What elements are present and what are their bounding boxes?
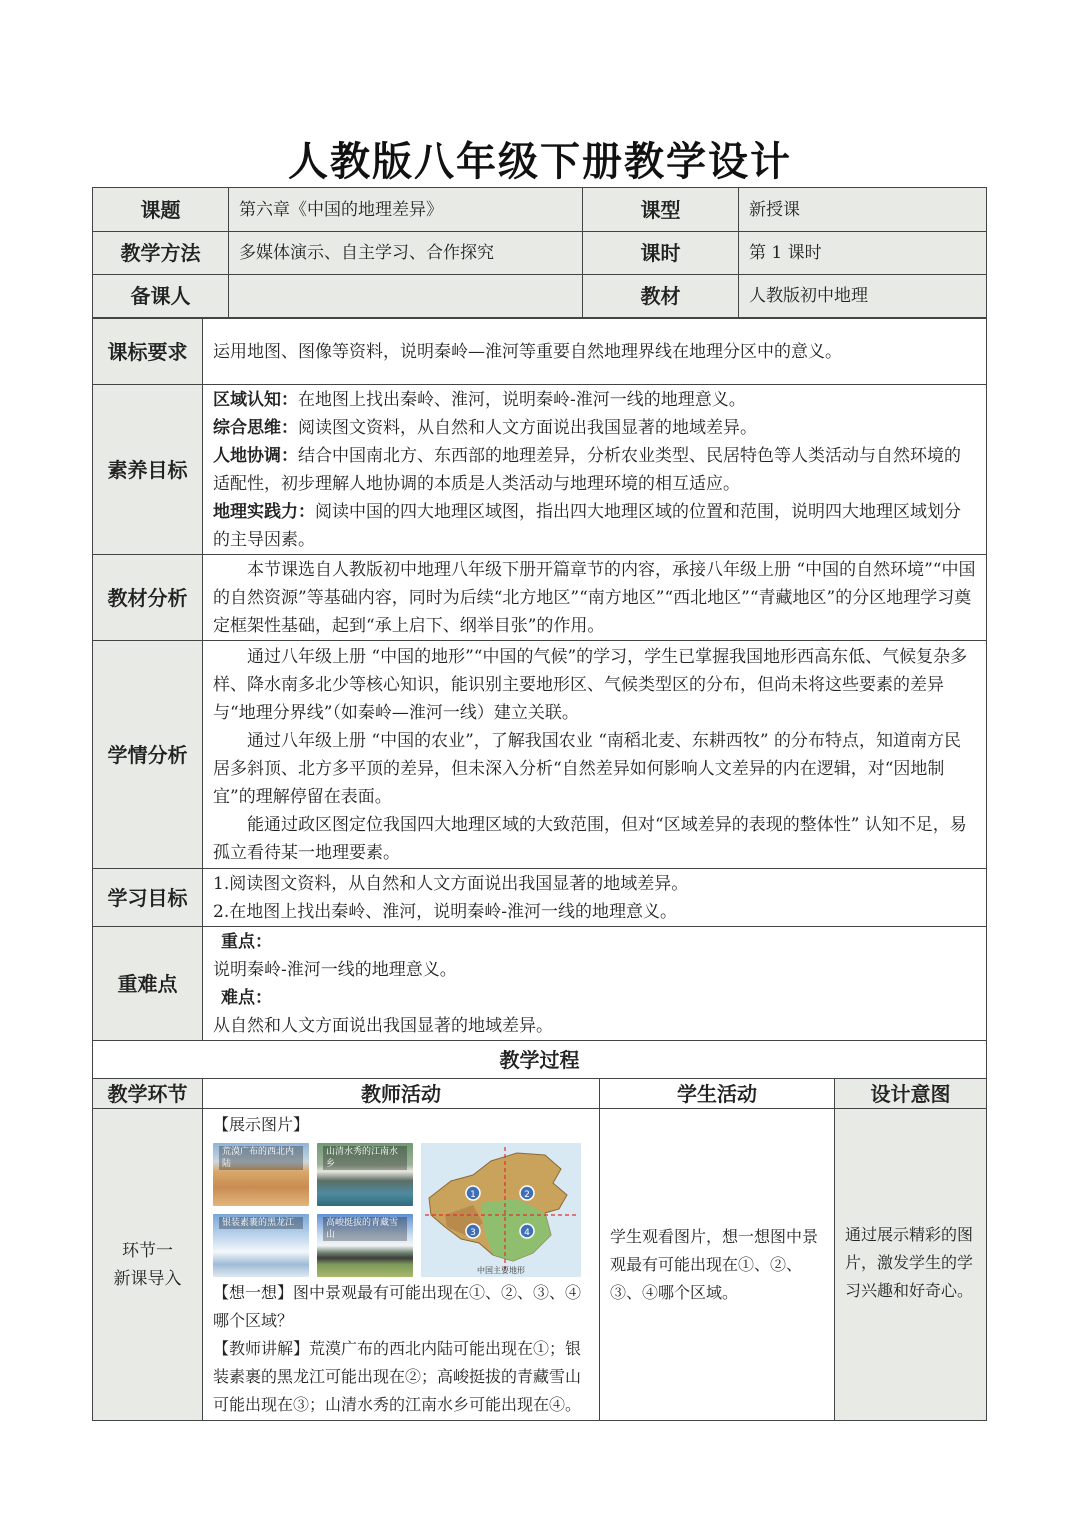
literacy-item: 地理实践力：阅读中国的四大地理区域图，指出四大地理区域的位置和范围，说明四大地理区域划分的主导因素。 (213, 501, 961, 550)
page-title: 人教版八年级下册教学设计 (288, 139, 792, 185)
stage-number: 环节一 (122, 1240, 173, 1261)
label-course-type: 课型 (583, 188, 739, 232)
literacy-item: 综合思维：阅读图文资料，从自然和人文方面说出我国显著的地域差异。 (213, 417, 757, 438)
svg-text:2: 2 (524, 1190, 530, 1200)
difficulty-label: 难点： (221, 987, 272, 1008)
photo-desert: 荒漠广布的西北内陆 (213, 1143, 309, 1206)
teacher-explanation: 【教师讲解】荒漠广布的西北内陆可能出现在①；银装素裹的黑龙江可能出现在②；高峻挺拔的青藏雪山可能出现在③；山清水秀的江南水乡可能出现在④。 (213, 1339, 582, 1414)
photo-mountain: 高峻挺拔的青藏雪山 (317, 1214, 413, 1277)
map-marker-3 (466, 1224, 480, 1238)
photo-water-town: 山清水秀的江南水乡 (317, 1143, 413, 1206)
col-student: 学生活动 (600, 1079, 835, 1109)
value-periods: 第 1 课时 (739, 232, 987, 275)
china-terrain-map (421, 1143, 581, 1277)
col-intent: 设计意图 (835, 1079, 987, 1109)
value-method: 多媒体演示、自主学习、合作探究 (229, 232, 583, 275)
label-preparer: 备课人 (93, 275, 229, 318)
student-activity: 学生观看图片，想一想图中景观最有可能出现在①、②、③、④哪个区域。 (600, 1109, 835, 1421)
stage-cell (93, 1109, 203, 1421)
student-analysis (203, 641, 987, 869)
svg-text:4: 4 (524, 1228, 530, 1238)
value-course-title: 第六章《中国的地理差异》 (229, 188, 583, 232)
col-teacher: 教师活动 (203, 1079, 600, 1109)
student-analysis-p1: 通过八年级上册 “中国的地形”“中国的气候”的学习，学生已掌握我国地形西高东低、气候复杂多样、降水南多北少等核心知识，能识别主要地形区、气候类型区的分布，但尚未将这些要素的差异与“地理分界线”（如秦岭—淮河一线）建立关联。 (213, 646, 968, 723)
literacy-goals (203, 385, 987, 555)
stage-name: 新课导入 (113, 1268, 182, 1289)
value-course-type: 新授课 (739, 188, 987, 232)
student-analysis-p3: 能通过政区图定位我国四大地理区域的大致范围，但对“区域差异的表现的整体性” 认知不足，易孤立看待某一地理要素。 (213, 814, 967, 863)
svg-text:3: 3 (470, 1228, 476, 1238)
learning-goals (203, 869, 987, 927)
map-graphic (421, 1143, 581, 1277)
key-points (203, 927, 987, 1041)
label-student-analysis: 学情分析 (93, 641, 203, 869)
info-table (92, 187, 987, 318)
value-textbook: 人教版初中地理 (739, 275, 987, 318)
label-curriculum: 课标要求 (93, 319, 203, 385)
map-caption: 中国主要地形 (477, 1266, 525, 1275)
map-marker-4 (520, 1224, 534, 1238)
label-course-title: 课题 (93, 188, 229, 232)
label-literacy: 素养目标 (93, 385, 203, 555)
map-marker-1 (466, 1186, 480, 1200)
svg-text:1: 1 (470, 1190, 476, 1200)
literacy-item: 人地协调：结合中国南北方、东西部的地理差异，分析农业类型、民居特色等人类活动与自然环境的适配性，初步理解人地协调的本质是人类活动与地理环境的相互适应。 (213, 445, 961, 494)
teacher-activity (203, 1109, 600, 1421)
curriculum-text: 运用地图、图像等资料，说明秦岭—淮河等重要自然地理界线在地理分区中的意义。 (203, 319, 987, 385)
textbook-analysis-text: 本节课选自人教版初中地理八年级下册开篇章节的内容，承接八年级上册 “中国的自然环境”“中国的自然资源”等基础内容，同时为后续“北方地区”“南方地区”“西北地区”“青藏地区”的分区地理学习奠定框架性基础，起到“承上启下、纲举目张”的作用。 (203, 555, 987, 641)
map-marker-2 (520, 1186, 534, 1200)
label-method: 教学方法 (93, 232, 229, 275)
student-analysis-p2: 通过八年级上册 “中国的农业”，了解我国农业 “南稻北麦、东耕西牧” 的分布特点，知道南方民居多斜顶、北方多平顶的差异，但未深入分析“自然差异如何影响人文差异的内在逻辑，对“因地制宜”的理解停留在表面。 (213, 730, 961, 807)
col-stage: 教学环节 (93, 1079, 203, 1109)
label-key-points: 重难点 (93, 927, 203, 1041)
process-title: 教学过程 (93, 1041, 987, 1079)
literacy-item: 区域认知：在地图上找出秦岭、淮河，说明秦岭-淮河一线的地理意义。 (213, 389, 746, 410)
value-preparer (229, 275, 583, 318)
think-prompt: 【想一想】图中景观最有可能出现在①、②、③、④哪个区域？ (213, 1283, 582, 1330)
difficulty-text: 从自然和人文方面说出我国显著的地域差异。 (213, 1015, 553, 1036)
learning-goal-1: 1.阅读图文资料，从自然和人文方面说出我国显著的地域差异。 (213, 873, 689, 894)
label-learning-goals: 学习目标 (93, 869, 203, 927)
label-periods: 课时 (583, 232, 739, 275)
picture-set (213, 1143, 589, 1277)
show-pictures-label: 【展示图片】 (213, 1115, 310, 1134)
photo-snow: 银装素裹的黑龙江 (213, 1214, 309, 1277)
key-point-label: 重点： (221, 931, 272, 952)
content-table (92, 318, 987, 1421)
key-point-text: 说明秦岭-淮河一线的地理意义。 (213, 959, 457, 980)
label-textbook: 教材 (583, 275, 739, 318)
learning-goal-2: 2.在地图上找出秦岭、淮河，说明秦岭-淮河一线的地理意义。 (213, 901, 677, 922)
design-intent: 通过展示精彩的图片，激发学生的学习兴趣和好奇心。 (835, 1109, 987, 1421)
label-textbook-analysis: 教材分析 (93, 555, 203, 641)
